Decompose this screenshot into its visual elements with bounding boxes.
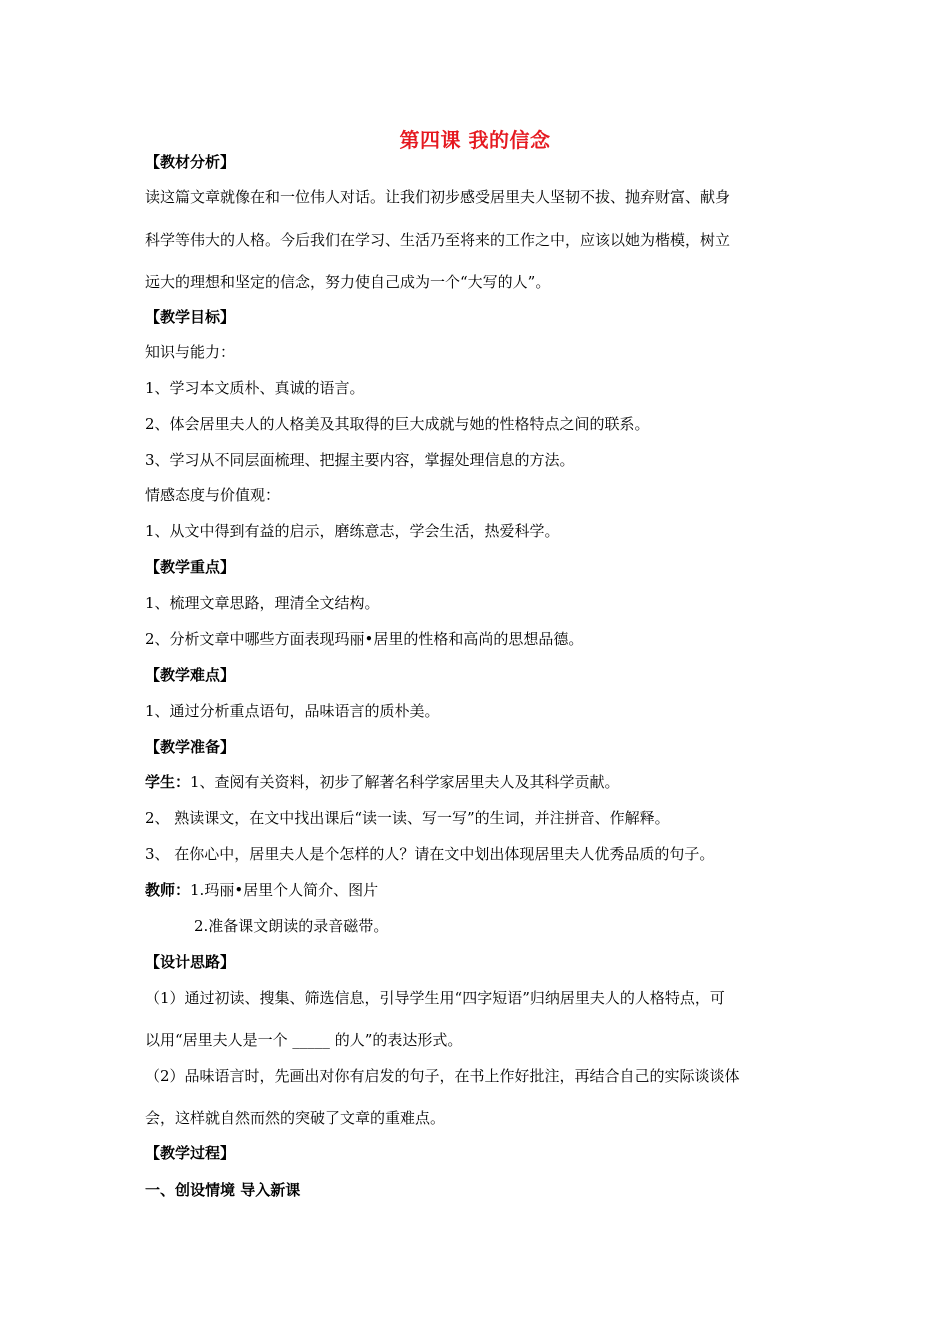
difficulty-1: 1、通过分析重点语句，品味语言的质朴美。	[145, 702, 440, 720]
goals-subheading-knowledge: 知识与能力：	[145, 343, 236, 361]
key-point-1: 1、梳理文章思路，理清全文结构。	[145, 594, 380, 612]
process-step-1: 一、创设情境 导入新课	[145, 1181, 301, 1199]
goals-subheading-attitude: 情感态度与价值观：	[145, 486, 281, 504]
goal-item-4: 1、从文中得到有益的启示，磨练意志，学会生活，热爱科学。	[145, 522, 560, 540]
prep-teacher-label: 教师：	[145, 881, 191, 899]
design-item-1-line-2: 以用“居里夫人是一个 _____ 的人”的表达形式。	[145, 1031, 463, 1049]
prep-student-item-3: 3、 在你心中，居里夫人是个怎样的人？请在文中划出体现居里夫人优秀品质的句子。	[145, 845, 715, 863]
key-point-2: 2、分析文章中哪些方面表现玛丽•居里的性格和高尚的思想品德。	[145, 630, 584, 648]
goal-item-3: 3、学习从不同层面梳理、把握主要内容，掌握处理信息的方法。	[145, 451, 575, 469]
design-item-2-line-2: 会，这样就自然而然的突破了文章的重难点。	[145, 1109, 446, 1127]
prep-student-item-1: 1、查阅有关资料，初步了解著名科学家居里夫人及其科学贡献。	[190, 773, 620, 791]
design-item-1-line-1: （1）通过初读、搜集、筛选信息，引导学生用“四字短语”归纳居里夫人的人格特点，可	[145, 989, 725, 1007]
prep-teacher-item-2: 2.准备课文朗读的录音磁带。	[194, 917, 389, 935]
prep-teacher-line-1	[145, 880, 815, 900]
prep-student-item-2: 2、 熟读课文，在文中找出课后“读一读、写一写”的生词，并注拼音、作解释。	[145, 809, 670, 827]
lesson-title: 第四课 我的信念	[399, 128, 551, 152]
heading-preparation: 【教学准备】	[145, 738, 236, 756]
goal-item-2: 2、体会居里夫人的人格美及其取得的巨大成就与她的性格特点之间的联系。	[145, 415, 650, 433]
analysis-paragraph-line-2: 科学等伟大的人格。今后我们在学习、生活乃至将来的工作之中，应该以她为楷模，树立	[145, 231, 731, 249]
goal-item-1: 1、学习本文质朴、真诚的语言。	[145, 379, 365, 397]
heading-textbook-analysis: 【教材分析】	[145, 153, 236, 171]
heading-design-ideas: 【设计思路】	[145, 953, 236, 971]
analysis-paragraph-line-3: 远大的理想和坚定的信念，努力使自己成为一个“大写的人”。	[145, 273, 551, 291]
heading-teaching-goals: 【教学目标】	[145, 308, 236, 326]
analysis-paragraph-line-1: 读这篇文章就像在和一位伟人对话。让我们初步感受居里夫人坚韧不拔、抛弃财富、献身	[145, 188, 731, 206]
prep-student-line-1	[145, 772, 815, 792]
design-item-2-line-1: （2）品味语言时，先画出对你有启发的句子，在书上作好批注，再结合自己的实际谈谈体	[145, 1067, 740, 1085]
heading-teaching-process: 【教学过程】	[145, 1144, 236, 1162]
prep-student-label: 学生：	[145, 773, 191, 791]
heading-difficulties: 【教学难点】	[145, 666, 236, 684]
prep-teacher-item-1: 1.玛丽•居里个人简介、图片	[190, 881, 379, 899]
heading-key-points: 【教学重点】	[145, 558, 236, 576]
